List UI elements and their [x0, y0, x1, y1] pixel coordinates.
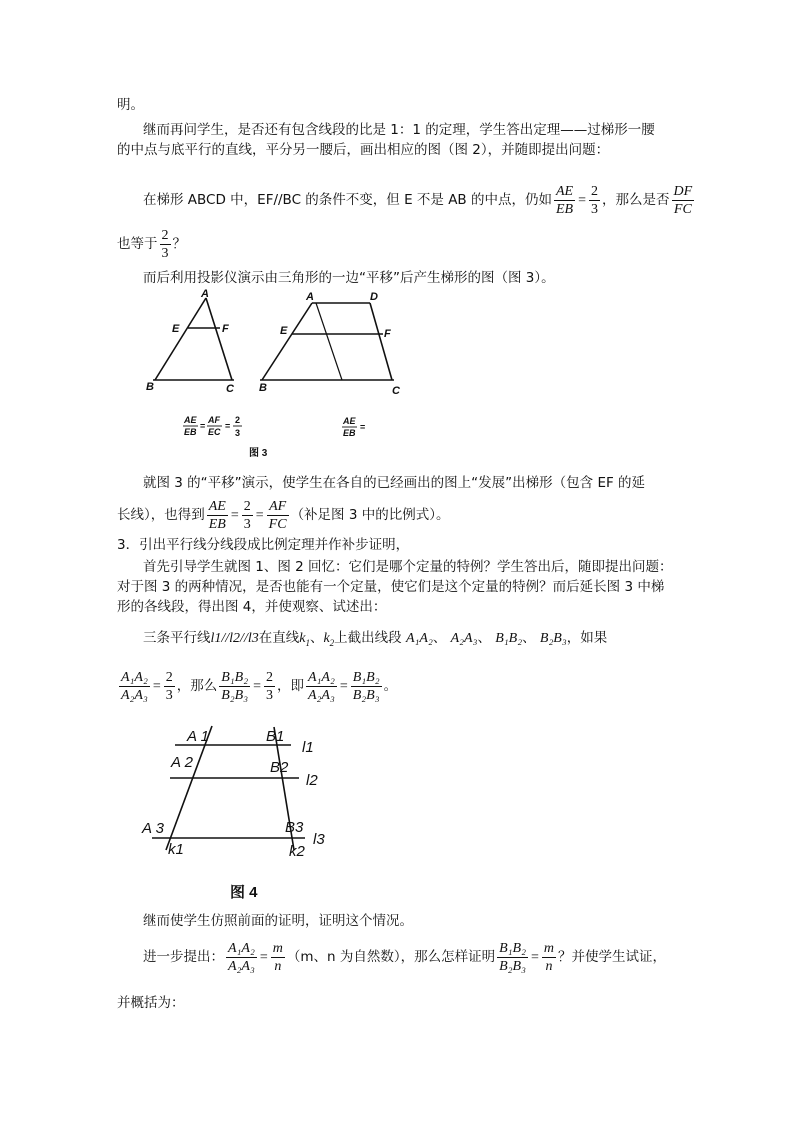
fraction-m-n: $\frac{m}{n}$ — [543, 940, 554, 974]
text-line — [117, 493, 449, 537]
equals: = — [152, 679, 161, 694]
formula-eb: EB — [184, 427, 197, 437]
separator: 、 — [522, 630, 536, 646]
text: 长线），也得到 — [117, 507, 205, 523]
text-line — [143, 178, 696, 222]
figure-3-caption: 图 3 — [249, 448, 268, 459]
tri-side-ac — [206, 298, 232, 380]
fraction-af-fc: $\frac{AF}{FC}$ — [268, 498, 287, 532]
segment-a2a3: A₂A₃ — [450, 631, 478, 646]
equals: = — [339, 679, 348, 694]
trap-side-dc — [370, 303, 392, 380]
line-k2: $k_2$ — [323, 631, 335, 648]
text: 在梯形 ABCD 中，EF//BC 的条件不变，但 E 不是 AB 的中点，仍如 — [143, 192, 552, 208]
text: ，如果 — [566, 630, 608, 646]
label-b2: B2 — [270, 759, 289, 776]
label-e: E — [172, 323, 180, 335]
text: 三条平行线 — [143, 630, 211, 646]
fraction-ae-eb: $\frac{AE}{EB}$ — [208, 498, 226, 532]
line-k1: $k_1$ — [299, 631, 310, 648]
separator: 、 — [309, 630, 324, 646]
text: （m、n 为自然数），那么怎样证明 — [286, 949, 496, 965]
label-b1: B1 — [266, 728, 285, 745]
label-d: D — [370, 291, 378, 303]
fraction-ae-eb: $\frac{AE}{EB}$ — [556, 183, 574, 217]
text-line: 而后利用投影仪演示由三角形的一边“平移”后产生梯形的图（图 3）。 — [143, 270, 555, 286]
text: ，即 — [277, 678, 304, 694]
text: ，那么是否 — [602, 192, 670, 208]
text-line: 并概括为： — [117, 995, 185, 1011]
text-line: 明。 — [117, 97, 144, 113]
label-k2: k2 — [289, 843, 305, 860]
equals: = — [230, 508, 239, 523]
fraction-two-thirds: $\frac{2}{3}$ — [591, 183, 599, 217]
segment-b1b2: B₁B₂ — [495, 631, 523, 646]
formula-eq: = — [200, 421, 206, 431]
trap-translated-line — [316, 303, 342, 380]
fraction-b1b2-b2b3: $\frac{\text{B₁B₂}}{\text{B₂B₃}}$ — [499, 940, 526, 974]
formula-eq: = — [225, 421, 231, 431]
label-f: F — [222, 323, 229, 335]
trap-side-ab — [262, 303, 312, 380]
text: 进一步提出： — [143, 949, 224, 965]
fraction-a1a2-a2a3: $\frac{\text{A₁A₂}}{\text{A₂A₃}}$ — [308, 669, 335, 703]
fraction-two-thirds: $\frac{2}{3}$ — [266, 669, 273, 703]
label-a: A — [201, 288, 209, 300]
text-line: 继而再问学生，是否还有包含线段的比是 1：1 的定理，学生答出定理——过梯形一腰 — [143, 122, 655, 138]
figure-4 — [135, 722, 345, 902]
text-line: 对于图 3 的两种情况，是否也能有一个定量，使它们是这个定量的特例？而后延长图 3 中梯 — [117, 579, 665, 595]
equals: = — [255, 508, 264, 523]
text-line — [143, 628, 607, 653]
text: （补足图 3 中的比例式）。 — [290, 507, 450, 523]
text: ？并使学生试证， — [558, 949, 666, 965]
label-b: B — [259, 382, 267, 394]
text-line — [117, 664, 397, 708]
text: 也等于 — [117, 236, 158, 252]
fraction-two-thirds: $\frac{2}{3}$ — [161, 227, 169, 261]
label-c: C — [226, 383, 234, 395]
text: 上截出线段 — [334, 630, 402, 646]
formula-2: 2 — [235, 415, 241, 425]
label-a: A — [306, 291, 314, 303]
text-line: 继而使学生仿照前面的证明，证明这个情况。 — [143, 913, 413, 929]
text-line: 的中点与底平行的直线，平分另一腰后，画出相应的图（图 2），并随即提出问题： — [117, 142, 610, 158]
label-l2: l2 — [306, 772, 318, 789]
equals: = — [253, 679, 261, 694]
formula-ae: AE — [343, 416, 356, 426]
fraction-a1a2-a2a3: $\frac{\text{A₁A₂}}{\text{A₂A₃}}$ — [121, 669, 148, 703]
fraction-df-fc: $\frac{DF}{FC}$ — [673, 183, 693, 217]
formula-3: 3 — [235, 428, 241, 438]
label-a2: A 2 — [171, 754, 193, 771]
text-line: 首先引导学生就图 1、图 2 回忆：它们是哪个定量的特例？学生答出后，随即提出问题： — [143, 559, 673, 575]
text-line — [143, 935, 666, 979]
fraction-m-n: $\frac{m}{n}$ — [272, 940, 283, 974]
fraction-b1b2-b2b3: $\frac{\text{B₁B₂}}{\text{B₂B₃}}$ — [352, 669, 380, 703]
fraction-a1a2-a2a3: $\frac{\text{A₁A₂}}{\text{A₂A₃}}$ — [228, 940, 255, 974]
equals: = — [530, 950, 539, 965]
parallel-lines: l1//l2//l3 — [210, 631, 259, 646]
segment-b2b3: B₂B₃ — [539, 631, 567, 646]
label-c: C — [392, 385, 400, 397]
label-a3: A 3 — [142, 820, 164, 837]
tri-side-ab — [155, 298, 206, 380]
formula-ec: EC — [208, 427, 221, 437]
figure-3 — [140, 288, 430, 468]
label-b: B — [146, 381, 154, 393]
formula-ae: AE — [184, 415, 197, 425]
fraction-two-thirds: $\frac{2}{3}$ — [165, 669, 173, 703]
segment-a1a2: A₁A₂ — [405, 631, 433, 646]
label-l1: l1 — [302, 739, 314, 756]
label-k1: k1 — [168, 841, 184, 858]
label-a1: A 1 — [187, 728, 209, 745]
text: ？ — [172, 236, 186, 252]
text-line: 形的各线段，得出图 4，并使观察、试述出： — [117, 599, 387, 615]
separator: 、 — [477, 630, 491, 646]
fraction-two-thirds: $\frac{2}{3}$ — [243, 498, 251, 532]
text-line: 就图 3 的“平移”演示，使学生在各自的已经画出的图上“发展”出梯形（包含 EF 的延 — [143, 475, 646, 491]
text: 。 — [383, 678, 398, 694]
separator: 、 — [432, 630, 447, 646]
formula-af: AF — [208, 415, 220, 425]
figure-4-caption: 图 4 — [230, 884, 258, 901]
formula-eq: = — [360, 422, 366, 432]
label-b3: B3 — [285, 819, 304, 836]
formula-eb: EB — [343, 428, 356, 438]
label-e: E — [280, 325, 288, 337]
text: ，那么 — [176, 678, 218, 694]
label-l3: l3 — [313, 831, 325, 848]
text: 在直线 — [258, 630, 300, 646]
text-line — [117, 222, 186, 266]
fraction-b1b2-b2b3: $\frac{\text{B₁B₂}}{\text{B₂B₃}}$ — [221, 669, 249, 703]
section-heading: 3．引出平行线分线段成比例定理并作补步证明， — [117, 537, 410, 553]
equals: = — [259, 950, 268, 965]
label-f: F — [384, 328, 391, 340]
equals: = — [578, 193, 587, 208]
